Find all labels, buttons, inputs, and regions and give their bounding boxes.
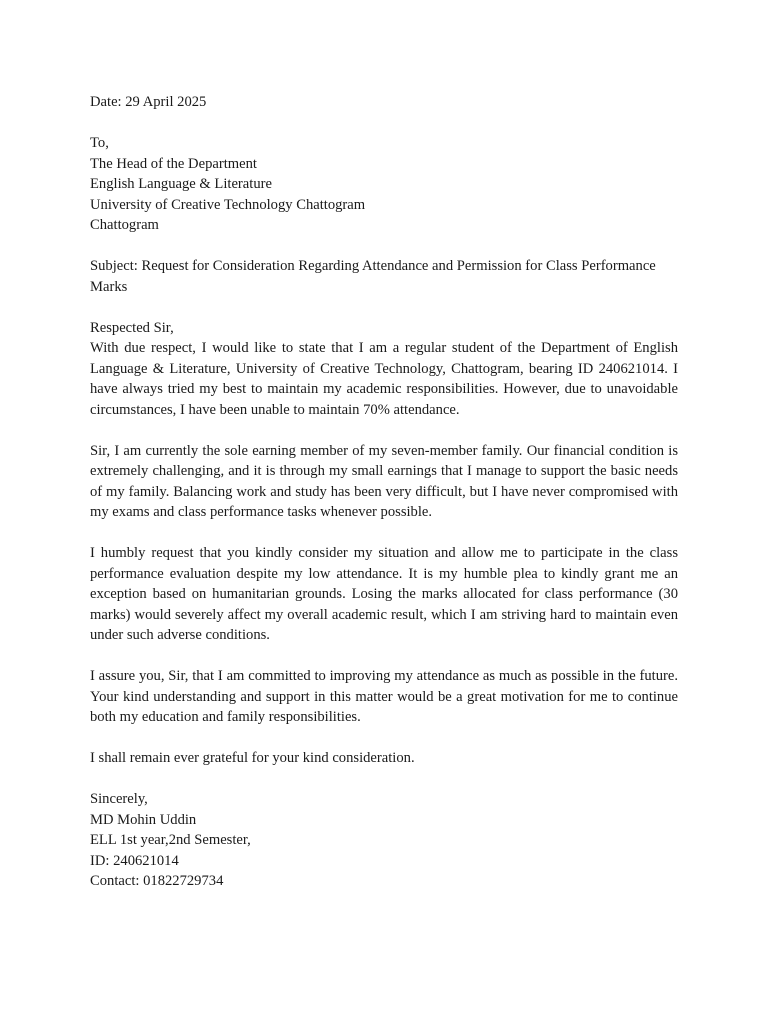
sender-contact: Contact: 01822729734 <box>90 873 224 889</box>
closing-sign-off: Sincerely, <box>90 791 148 807</box>
letter-subject: Subject: Request for Consideration Regarding Attendance and Permission for Class Performance Marks <box>90 258 656 295</box>
recipient-block <box>90 133 678 236</box>
signature-block <box>90 789 678 892</box>
recipient-department: English Language & Literature <box>90 176 272 192</box>
recipient-title: The Head of the Department <box>90 155 257 172</box>
body-paragraph-4: I assure you, Sir, that I am committed to improving my attendance as much as possible in the future. Your kind understanding and support in this matter would be a great motivation for me to continue both my education and family responsibilities. <box>90 668 678 725</box>
body-paragraph-3: I humbly request that you kindly consider my situation and allow me to participate in the class performance evaluation despite my low attendance. It is my humble plea to kindly grant me an exception based on humanitarian grounds. Losing the marks allocated for class performance (30 marks) would severely affect my overall academic result, which I am striving hard to maintain even under such adverse conditions. <box>90 545 678 643</box>
letter-salutation: Respected Sir, <box>90 319 174 336</box>
sender-program: ELL 1st year,2nd Semester, <box>90 832 251 848</box>
letter <box>90 92 678 892</box>
recipient-university: University of Creative Technology Chattogram <box>90 196 366 213</box>
letter-date: Date: 29 April 2025 <box>90 94 207 110</box>
sender-name: MD Mohin Uddin <box>90 811 197 828</box>
recipient-city: Chattogram <box>90 217 159 233</box>
body-paragraph-5: I shall remain ever grateful for your kind consideration. <box>90 750 415 766</box>
body-paragraph-2: Sir, I am currently the sole earning member of my seven-member family. Our financial condition is extremely challenging, and it is through my small earnings that I manage to support the basic needs of my family. Balancing work and study has been very difficult, but I have never compromised with my exams and class performance tasks whenever possible. <box>90 442 678 520</box>
sender-id: ID: 240621014 <box>90 852 179 869</box>
body-paragraph-1: With due respect, I would like to state that I am a regular student of the Department of English Language & Literature, University of Creative Technology, Chattogram, bearing ID 240621014. I have always tried my best to maintain my academic responsibilities. However, due to unavoidable circumstances, I have been unable to maintain 70% attendance. <box>90 340 678 418</box>
recipient-to: To, <box>90 135 109 151</box>
